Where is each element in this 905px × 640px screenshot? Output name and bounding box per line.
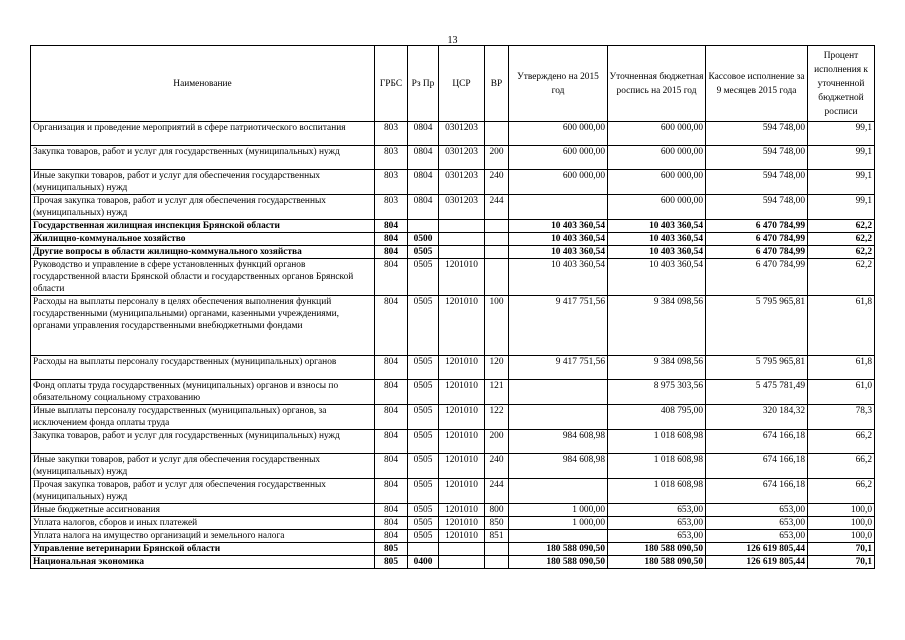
cell-name: Организация и проведение мероприятий в сфере патриотического воспитания (31, 122, 375, 146)
table-row (31, 170, 875, 195)
cell-refined: 600 000,00 (608, 170, 706, 195)
cell-name: Национальная экономика (31, 556, 375, 569)
table-row (31, 356, 875, 380)
cell-percent: 66,2 (808, 430, 875, 454)
cell-csr (439, 220, 485, 233)
cell-refined: 180 588 090,50 (608, 556, 706, 569)
cell-vr: 200 (485, 430, 509, 454)
cell-grbs: 804 (375, 220, 408, 233)
cell-cash: 653,00 (706, 530, 808, 543)
cell-grbs: 804 (375, 259, 408, 296)
cell-rzpr: 0505 (408, 380, 439, 405)
cell-percent: 66,2 (808, 479, 875, 504)
header-vr: ВР (485, 46, 509, 122)
cell-rzpr: 0804 (408, 122, 439, 146)
cell-grbs: 803 (375, 146, 408, 170)
cell-approved: 180 588 090,50 (509, 556, 608, 569)
cell-approved: 9 417 751,56 (509, 356, 608, 380)
cell-refined: 10 403 360,54 (608, 259, 706, 296)
cell-name: Фонд оплаты труда государственных (муниципальных) органов и взносы по обязательному социальному страхованию (31, 380, 375, 405)
cell-grbs: 804 (375, 233, 408, 246)
cell-approved (509, 195, 608, 220)
cell-grbs: 804 (375, 356, 408, 380)
cell-vr: 121 (485, 380, 509, 405)
cell-percent: 70,1 (808, 556, 875, 569)
cell-percent: 62,2 (808, 259, 875, 296)
cell-rzpr: 0505 (408, 430, 439, 454)
cell-name: Закупка товаров, работ и услуг для государственных (муниципальных) нужд (31, 430, 375, 454)
cell-name: Уплата налога на имущество организаций и земельного налога (31, 530, 375, 543)
cell-rzpr: 0804 (408, 146, 439, 170)
cell-csr (439, 246, 485, 259)
cell-refined: 653,00 (608, 504, 706, 517)
cell-vr: 851 (485, 530, 509, 543)
cell-grbs: 804 (375, 246, 408, 259)
table-header-row (31, 46, 875, 122)
cell-vr (485, 233, 509, 246)
table-row (31, 504, 875, 517)
cell-percent: 99,1 (808, 195, 875, 220)
cell-refined: 9 384 098,56 (608, 296, 706, 356)
cell-rzpr: 0505 (408, 246, 439, 259)
table-row (31, 479, 875, 504)
cell-csr: 1201010 (439, 296, 485, 356)
cell-refined: 10 403 360,54 (608, 220, 706, 233)
cell-refined: 600 000,00 (608, 146, 706, 170)
cell-cash: 5 795 965,81 (706, 356, 808, 380)
cell-name: Прочая закупка товаров, работ и услуг для обеспечения государственных (муниципальных) нужд (31, 195, 375, 220)
cell-refined: 10 403 360,54 (608, 233, 706, 246)
table-row (31, 517, 875, 530)
cell-vr: 244 (485, 195, 509, 220)
cell-rzpr: 0505 (408, 259, 439, 296)
cell-rzpr: 0500 (408, 233, 439, 246)
cell-cash: 594 748,00 (706, 146, 808, 170)
cell-csr: 1201010 (439, 530, 485, 543)
cell-percent: 61,0 (808, 380, 875, 405)
cell-vr (485, 122, 509, 146)
cell-vr: 244 (485, 479, 509, 504)
cell-cash: 126 619 805,44 (706, 543, 808, 556)
cell-grbs: 804 (375, 479, 408, 504)
cell-rzpr: 0505 (408, 405, 439, 430)
cell-cash: 674 166,18 (706, 454, 808, 479)
cell-percent: 62,2 (808, 233, 875, 246)
cell-name: Расходы на выплаты персоналу государственных (муниципальных) органов (31, 356, 375, 380)
table-row (31, 122, 875, 146)
cell-cash: 6 470 784,99 (706, 233, 808, 246)
cell-approved: 10 403 360,54 (509, 233, 608, 246)
cell-approved: 9 417 751,56 (509, 296, 608, 356)
cell-csr: 1201010 (439, 259, 485, 296)
cell-percent: 100,0 (808, 517, 875, 530)
cell-grbs: 804 (375, 517, 408, 530)
cell-name: Расходы на выплаты персоналу в целях обеспечения выполнения функций государственными (муниципальными) органами, казенными учреждениями, органами управления государственными внебюджетными фондами (31, 296, 375, 356)
header-rzpr: Рз Пр (408, 46, 439, 122)
cell-cash: 5 795 965,81 (706, 296, 808, 356)
cell-approved: 600 000,00 (509, 122, 608, 146)
cell-cash: 6 470 784,99 (706, 246, 808, 259)
cell-vr (485, 556, 509, 569)
cell-vr: 122 (485, 405, 509, 430)
header-grbs: ГРБС (375, 46, 408, 122)
table-row (31, 220, 875, 233)
cell-percent: 100,0 (808, 530, 875, 543)
cell-rzpr: 0505 (408, 479, 439, 504)
cell-vr: 850 (485, 517, 509, 530)
cell-csr: 1201010 (439, 479, 485, 504)
cell-approved: 1 000,00 (509, 517, 608, 530)
table-row (31, 233, 875, 246)
cell-grbs: 804 (375, 380, 408, 405)
cell-refined: 1 018 608,98 (608, 430, 706, 454)
cell-approved: 984 608,98 (509, 430, 608, 454)
table-row (31, 454, 875, 479)
cell-csr: 0301203 (439, 122, 485, 146)
table-row (31, 246, 875, 259)
cell-rzpr: 0505 (408, 530, 439, 543)
cell-cash: 126 619 805,44 (706, 556, 808, 569)
cell-cash: 594 748,00 (706, 195, 808, 220)
cell-grbs: 804 (375, 430, 408, 454)
cell-approved: 984 608,98 (509, 454, 608, 479)
cell-name: Иные закупки товаров, работ и услуг для обеспечения государственных (муниципальных) нужд (31, 170, 375, 195)
cell-grbs: 804 (375, 405, 408, 430)
cell-name: Управление ветеринарии Брянской области (31, 543, 375, 556)
cell-rzpr (408, 220, 439, 233)
table-row (31, 296, 875, 356)
cell-csr: 0301203 (439, 195, 485, 220)
cell-name: Прочая закупка товаров, работ и услуг для обеспечения государственных (муниципальных) нужд (31, 479, 375, 504)
cell-grbs: 805 (375, 556, 408, 569)
cell-csr (439, 543, 485, 556)
cell-csr (439, 233, 485, 246)
cell-percent: 70,1 (808, 543, 875, 556)
cell-approved: 10 403 360,54 (509, 220, 608, 233)
cell-csr: 1201010 (439, 356, 485, 380)
cell-csr: 1201010 (439, 380, 485, 405)
cell-cash: 594 748,00 (706, 122, 808, 146)
cell-percent: 100,0 (808, 504, 875, 517)
cell-rzpr: 0505 (408, 296, 439, 356)
cell-grbs: 804 (375, 454, 408, 479)
table-row (31, 380, 875, 405)
table-row (31, 430, 875, 454)
cell-refined: 1 018 608,98 (608, 454, 706, 479)
header-cash: Кассовое исполнение за 9 месяцев 2015 года (706, 46, 808, 122)
cell-rzpr: 0505 (408, 517, 439, 530)
cell-percent: 99,1 (808, 122, 875, 146)
header-percent: Процент исполнения к уточненной бюджетной росписи (808, 46, 875, 122)
cell-csr: 1201010 (439, 405, 485, 430)
cell-cash: 674 166,18 (706, 479, 808, 504)
cell-approved (509, 530, 608, 543)
cell-refined: 180 588 090,50 (608, 543, 706, 556)
cell-csr: 1201010 (439, 454, 485, 479)
cell-csr: 0301203 (439, 170, 485, 195)
cell-grbs: 804 (375, 296, 408, 356)
cell-csr (439, 556, 485, 569)
cell-refined: 10 403 360,54 (608, 246, 706, 259)
cell-rzpr: 0505 (408, 454, 439, 479)
cell-percent: 61,8 (808, 296, 875, 356)
cell-cash: 320 184,32 (706, 405, 808, 430)
cell-name: Другие вопросы в области жилищно-коммунального хозяйства (31, 246, 375, 259)
cell-vr (485, 543, 509, 556)
cell-approved (509, 380, 608, 405)
cell-cash: 653,00 (706, 517, 808, 530)
cell-refined: 1 018 608,98 (608, 479, 706, 504)
header-name: Наименование (31, 46, 375, 122)
header-approved: Утверждено на 2015 год (509, 46, 608, 122)
header-refined: Уточненная бюджетная роспись на 2015 год (608, 46, 706, 122)
cell-cash: 6 470 784,99 (706, 259, 808, 296)
cell-refined: 600 000,00 (608, 122, 706, 146)
cell-rzpr: 0505 (408, 356, 439, 380)
table-row (31, 556, 875, 569)
cell-approved: 180 588 090,50 (509, 543, 608, 556)
page-number: 13 (447, 35, 458, 46)
cell-percent: 78,3 (808, 405, 875, 430)
cell-approved: 1 000,00 (509, 504, 608, 517)
cell-name: Уплата налогов, сборов и иных платежей (31, 517, 375, 530)
cell-cash: 653,00 (706, 504, 808, 517)
cell-csr: 1201010 (439, 517, 485, 530)
cell-refined: 653,00 (608, 530, 706, 543)
cell-vr: 240 (485, 170, 509, 195)
table-row (31, 405, 875, 430)
cell-vr (485, 259, 509, 296)
cell-csr: 1201010 (439, 504, 485, 517)
table-row (31, 543, 875, 556)
cell-grbs: 805 (375, 543, 408, 556)
cell-refined: 408 795,00 (608, 405, 706, 430)
cell-cash: 594 748,00 (706, 170, 808, 195)
cell-percent: 99,1 (808, 170, 875, 195)
cell-approved: 10 403 360,54 (509, 259, 608, 296)
cell-percent: 99,1 (808, 146, 875, 170)
cell-name: Закупка товаров, работ и услуг для государственных (муниципальных) нужд (31, 146, 375, 170)
table-body (31, 122, 875, 569)
table-row (31, 259, 875, 296)
cell-refined: 653,00 (608, 517, 706, 530)
cell-refined: 8 975 303,56 (608, 380, 706, 405)
cell-vr: 240 (485, 454, 509, 479)
cell-percent: 66,2 (808, 454, 875, 479)
cell-vr: 800 (485, 504, 509, 517)
table-row (31, 530, 875, 543)
cell-cash: 5 475 781,49 (706, 380, 808, 405)
cell-rzpr: 0804 (408, 170, 439, 195)
cell-vr: 120 (485, 356, 509, 380)
cell-grbs: 803 (375, 170, 408, 195)
cell-vr: 200 (485, 146, 509, 170)
cell-grbs: 804 (375, 504, 408, 517)
header-csr: ЦСР (439, 46, 485, 122)
table-row (31, 146, 875, 170)
budget-table (30, 45, 875, 569)
cell-cash: 674 166,18 (706, 430, 808, 454)
cell-name: Иные бюджетные ассигнования (31, 504, 375, 517)
cell-csr: 0301203 (439, 146, 485, 170)
cell-percent: 62,2 (808, 220, 875, 233)
cell-vr (485, 220, 509, 233)
cell-name: Руководство и управление в сфере установленных функций органов государственной власти Брянской области и государственных органов Брянской области (31, 259, 375, 296)
cell-grbs: 803 (375, 122, 408, 146)
cell-approved: 10 403 360,54 (509, 246, 608, 259)
cell-percent: 61,8 (808, 356, 875, 380)
cell-percent: 62,2 (808, 246, 875, 259)
cell-refined: 9 384 098,56 (608, 356, 706, 380)
cell-rzpr (408, 543, 439, 556)
cell-rzpr: 0804 (408, 195, 439, 220)
cell-refined: 600 000,00 (608, 195, 706, 220)
cell-name: Государственная жилищная инспекция Брянской области (31, 220, 375, 233)
table-row (31, 195, 875, 220)
cell-approved (509, 479, 608, 504)
cell-cash: 6 470 784,99 (706, 220, 808, 233)
cell-vr (485, 246, 509, 259)
cell-rzpr: 0505 (408, 504, 439, 517)
cell-approved: 600 000,00 (509, 146, 608, 170)
cell-csr: 1201010 (439, 430, 485, 454)
cell-grbs: 803 (375, 195, 408, 220)
cell-approved: 600 000,00 (509, 170, 608, 195)
cell-name: Иные закупки товаров, работ и услуг для обеспечения государственных (муниципальных) нужд (31, 454, 375, 479)
cell-vr: 100 (485, 296, 509, 356)
cell-name: Иные выплаты персоналу государственных (муниципальных) органов, за исключением фонда оплаты труда (31, 405, 375, 430)
cell-approved (509, 405, 608, 430)
cell-grbs: 804 (375, 530, 408, 543)
cell-rzpr: 0400 (408, 556, 439, 569)
cell-name: Жилищно-коммунальное хозяйство (31, 233, 375, 246)
